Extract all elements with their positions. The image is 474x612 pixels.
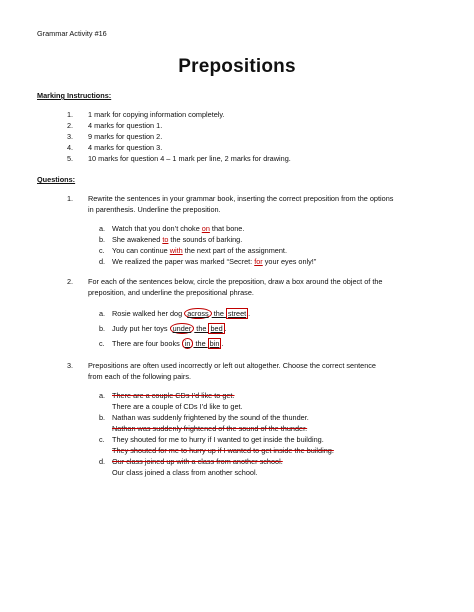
page-title: Prepositions	[178, 56, 296, 77]
circled-preposition: in	[182, 338, 194, 349]
sentence-text: She awakened	[112, 235, 163, 244]
marking-heading: Marking Instructions:	[37, 91, 112, 100]
struck-sentence: There are a couple CDs I’d like to get.	[112, 391, 235, 400]
item-letter: b.	[99, 413, 106, 422]
question-text: For each of the sentences below, circle the preposition, draw a box around the object of the	[88, 277, 383, 286]
item-letter: d.	[99, 257, 106, 266]
correct-sentence: There are a couple of CDs I’d like to get.	[112, 402, 243, 411]
circled-preposition: under	[170, 323, 195, 334]
question-number: 1.	[67, 194, 74, 203]
question-text: in parenthesis. Underline the preposition.	[88, 205, 221, 214]
marking-num: 1.	[67, 110, 74, 119]
sentence-text: You can continue	[112, 246, 170, 255]
sentence-text: We realized the paper was marked “Secret:	[112, 257, 255, 266]
question-number: 2.	[67, 277, 74, 286]
item-letter: a.	[99, 391, 106, 400]
question-number: 3.	[67, 361, 74, 370]
boxed-object: bin	[209, 339, 220, 348]
sentence-text: .	[248, 309, 251, 318]
sentence-text: .	[224, 324, 227, 333]
item-letter: c.	[99, 246, 105, 255]
sentence-text: There are four books	[112, 339, 182, 348]
sentence	[112, 339, 223, 348]
question-text: preposition, and underline the prepositional phrase.	[88, 288, 254, 297]
item-letter: c.	[99, 435, 105, 444]
sentence	[112, 246, 287, 255]
sentence-text: the sounds of barking.	[168, 235, 243, 244]
question-text: Prepositions are often used incorrectly or left out altogether. Choose the correct sentence	[88, 361, 376, 370]
struck-sentence: Nathan was suddenly frightened of the sound of the thunder.	[112, 424, 308, 433]
phrase-text: the	[193, 339, 208, 348]
boxed-object: street	[227, 309, 247, 318]
boxed-object: bed	[210, 324, 223, 333]
marking-item: 10 marks for question 4 – 1 mark per line, 2 marks for drawing.	[88, 154, 291, 163]
inserted-preposition: on	[201, 224, 210, 233]
sentence-text: your eyes only!”	[262, 257, 317, 266]
inserted-preposition: for	[254, 257, 263, 266]
marking-num: 3.	[67, 132, 74, 141]
item-letter: b.	[99, 324, 106, 333]
sentence-text: Rosie walked her dog	[112, 309, 185, 318]
sentence	[112, 257, 316, 266]
question-text: Rewrite the sentences in your grammar book, inserting the correct preposition from the options	[88, 194, 394, 203]
sentence	[112, 224, 244, 233]
correct-sentence: Our class joined a class from another school.	[112, 468, 258, 477]
questions-heading: Questions:	[37, 175, 76, 184]
header-label: Grammar Activity #16	[37, 29, 107, 38]
sentence-text: that bone.	[209, 224, 245, 233]
sentence	[112, 324, 227, 333]
sentence-text: Watch that you don’t choke	[112, 224, 202, 233]
struck-sentence: Our class joined up with a class from another school.	[112, 457, 283, 466]
sentence-text: .	[221, 339, 224, 348]
sentence	[112, 235, 242, 244]
struck-sentence: They shouted for me to hurry up if I wanted to get inside the building.	[112, 446, 334, 455]
circled-preposition: across	[184, 308, 212, 319]
phrase-text: the	[211, 309, 226, 318]
marking-num: 5.	[67, 154, 74, 163]
marking-item: 4 marks for question 1.	[88, 121, 163, 130]
marking-num: 2.	[67, 121, 74, 130]
marking-item: 1 mark for copying information completely.	[88, 110, 225, 119]
marking-num: 4.	[67, 143, 74, 152]
sentence	[112, 309, 250, 318]
sentence-text: the next part of the assignment.	[182, 246, 287, 255]
marking-item: 4 marks for question 3.	[88, 143, 163, 152]
correct-sentence: They shouted for me to hurry if I wanted to get inside the building.	[112, 435, 324, 444]
item-letter: c.	[99, 339, 105, 348]
inserted-preposition: with	[169, 246, 183, 255]
sentence-text: Judy put her toys	[112, 324, 170, 333]
item-letter: a.	[99, 224, 106, 233]
inserted-preposition: to	[162, 235, 169, 244]
correct-sentence: Nathan was suddenly frightened by the sound of the thunder.	[112, 413, 309, 422]
item-letter: a.	[99, 309, 106, 318]
question-text: from each of the following pairs.	[88, 372, 192, 381]
marking-item: 9 marks for question 2.	[88, 132, 163, 141]
item-letter: b.	[99, 235, 106, 244]
phrase-text: the	[194, 324, 209, 333]
item-letter: d.	[99, 457, 106, 466]
